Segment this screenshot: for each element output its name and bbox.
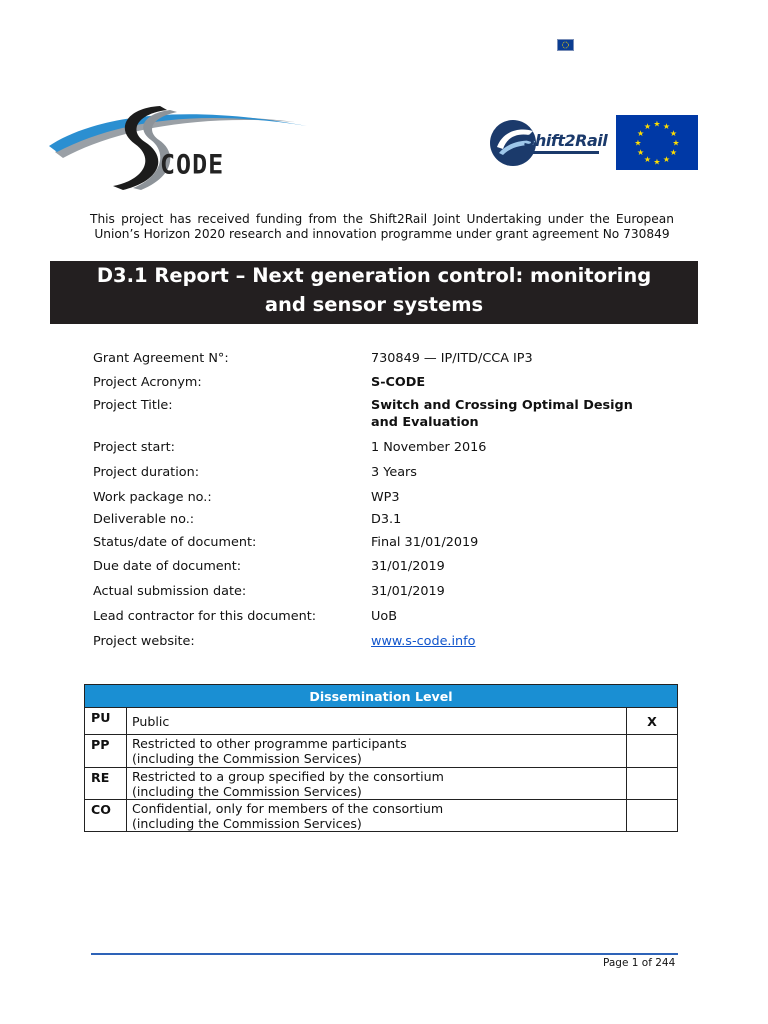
title-line-1: D3.1 Report – Next generation control: monitoring	[96, 264, 652, 287]
level-description	[127, 735, 627, 768]
label-due-date: Due date of document:	[93, 559, 242, 574]
eu-star-icon: ★	[662, 122, 671, 132]
label-deliverable: Deliverable no.:	[93, 512, 195, 527]
label-grant-agreement: Grant Agreement N°:	[93, 351, 229, 366]
level-description-line-1: Public	[132, 713, 170, 729]
level-description	[127, 800, 627, 832]
level-code: RE	[85, 768, 127, 800]
label-lead-contractor: Lead contractor for this document:	[93, 609, 317, 624]
value-deliverable: D3.1	[371, 512, 402, 527]
value-project-title-line-1: Switch and Crossing Optimal Design	[371, 398, 633, 413]
value-due-date: 31/01/2019	[371, 559, 445, 574]
value-grant-agreement: 730849 — IP/ITD/CCA IP3	[371, 351, 533, 366]
label-project-start: Project start:	[93, 440, 175, 455]
eu-star-icon: ★	[636, 129, 645, 138]
level-description-line-2: (including the Commission Services)	[132, 783, 362, 799]
dissemination-header: Dissemination Level	[85, 685, 678, 708]
level-code: CO	[85, 800, 127, 832]
label-project-website: Project website:	[93, 634, 195, 649]
value-submission-date: 31/01/2019	[371, 584, 445, 599]
project-website-link[interactable]: www.s-code.info	[371, 634, 476, 649]
label-project-acronym: Project Acronym:	[93, 375, 202, 390]
label-project-duration: Project duration:	[93, 465, 200, 480]
eu-flag-small-icon	[557, 39, 574, 51]
label-submission-date: Actual submission date:	[93, 584, 247, 599]
eu-star-icon: ★	[662, 154, 671, 164]
label-project-title: Project Title:	[93, 398, 173, 413]
level-mark: X	[627, 708, 678, 735]
level-code: PP	[85, 735, 127, 768]
value-lead-contractor: UoB	[371, 609, 397, 624]
level-mark	[627, 768, 678, 800]
level-description-line-1: Restricted to a group specified by the consortium	[132, 769, 444, 784]
eu-star-icon: ★	[643, 154, 652, 164]
label-status-date: Status/date of document:	[93, 535, 257, 550]
table-row	[85, 800, 678, 832]
value-project-duration: 3 Years	[371, 465, 417, 480]
level-mark	[627, 735, 678, 768]
level-code: PU	[85, 708, 127, 735]
footer-divider	[91, 953, 678, 955]
value-status-date: Final 31/01/2019	[371, 535, 479, 550]
level-description-line-1: Confidential, only for members of the consortium	[132, 801, 444, 816]
eu-star-icon: ★	[672, 138, 680, 148]
eu-star-icon: ★	[643, 122, 652, 132]
table-row	[85, 735, 678, 768]
value-project-start: 1 November 2016	[371, 440, 487, 455]
eu-star-icon: ★	[669, 148, 678, 157]
level-description	[127, 768, 627, 800]
level-description-line-2: (including the Commission Services)	[132, 815, 362, 831]
eu-flag-icon	[616, 115, 698, 170]
table-row	[85, 708, 678, 735]
title-line-2: and sensor systems	[264, 293, 484, 316]
level-description-line-2: (including the Commission Services)	[132, 750, 362, 766]
eu-star-icon: ★	[653, 157, 661, 167]
shift2rail-logo-text: Shift2Rail	[524, 131, 608, 150]
eu-star-icon: ★	[634, 138, 642, 148]
s-code-logo-text: CODE	[160, 149, 225, 180]
eu-star-icon: ★	[653, 119, 661, 129]
value-work-package: WP3	[371, 490, 400, 505]
level-mark	[627, 800, 678, 832]
table-row	[85, 768, 678, 800]
value-project-title-line-2: and Evaluation	[371, 415, 479, 430]
value-project-acronym: S-CODE	[371, 375, 426, 390]
page-number: Page 1 of 244	[603, 957, 676, 969]
eu-star-icon: ★	[669, 129, 678, 138]
title-banner	[50, 261, 698, 324]
label-work-package: Work package no.:	[93, 490, 212, 505]
level-description-line-1: Restricted to other programme participants	[132, 736, 407, 751]
eu-star-icon: ★	[636, 148, 645, 157]
dissemination-table	[84, 684, 678, 832]
funding-statement: This project has received funding from the Shift2Rail Joint Undertaking under the European Union’s Horizon 2020 research and innovation programme under grant agreement No 730849	[90, 212, 674, 241]
level-description	[127, 708, 627, 735]
